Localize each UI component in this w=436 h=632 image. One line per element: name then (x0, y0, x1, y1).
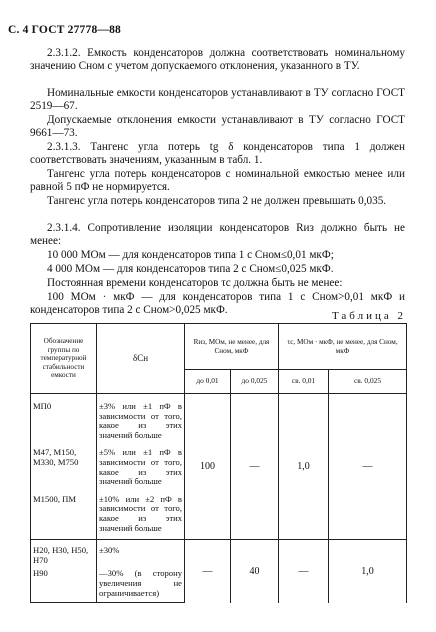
deviation-cell: —30% (в сторону увеличения не ограничивается) (97, 565, 185, 602)
paragraph: Допускаемые отклонения емкости устанавливают в ТУ согласно ГОСТ 9661—73. (30, 114, 405, 140)
paragraph: Тангенс угла потерь конденсаторов с номинальной емкостью менее или равной 5 пФ не нормируется. (30, 168, 405, 194)
subheader: св. 0,01 (279, 370, 329, 394)
subheader: до 0,025 (231, 370, 279, 394)
value-cell: — (329, 394, 407, 540)
deviation-cell: ±10% или ±2 пФ в зависимости от того, какое из этих значений больше (97, 491, 185, 540)
paragraph: 2.3.1.3. Тангенс угла потерь tg δ конденсаторов типа 1 должен соответствовать значениям, указанным в табл. 1. (30, 141, 405, 167)
paragraph: Постоянная времени конденсаторов τс должна быть не менее: (47, 277, 343, 289)
value-cell: 40 (231, 540, 279, 603)
col-header-riz: Rиз, МОм, не менее, для Сном, мкФ (185, 324, 279, 370)
paragraph: 4 000 МОм — для конденсаторов типа 2 с Сном≤0,025 мкФ. (47, 263, 334, 275)
paragraph: 2.3.1.4. Сопротивление изоляции конденсаторов Rиз должно быть не менее: (30, 222, 405, 248)
subheader: св. 0,025 (329, 370, 407, 394)
deviation-cell: ±3% или ±1 пФ в зависимости от того, какое из этих значений больше (97, 394, 185, 445)
paragraph: Номинальные емкости конденсаторов устанавливают в ТУ согласно ГОСТ 2519—67. (30, 87, 405, 113)
group-cell: М1500, ПМ (31, 491, 97, 540)
value-cell: 1,0 (329, 540, 407, 603)
deviation-cell: ±30% (97, 540, 185, 566)
group-cell: Н90 (31, 565, 97, 602)
paragraph: Тангенс угла потерь конденсаторов типа 2 не должен превышать 0,035. (47, 195, 387, 207)
deviation-cell: ±5% или ±1 пФ в зависимости от того, какое из этих значений больше (97, 444, 185, 490)
col-header-tau: τс, МОм · мкФ, не менее, для Сном, мкФ (279, 324, 407, 370)
table-caption: Таблица 2 (331, 310, 406, 322)
data-table (30, 323, 407, 603)
value-cell: — (231, 394, 279, 540)
col-header-deviation: δСн (97, 324, 185, 394)
subheader: до 0,01 (185, 370, 231, 394)
value-cell: — (279, 540, 329, 603)
col-header-group: Обозначение группы по температурной стабильности емкости (31, 324, 97, 394)
paragraph: 100 МОм · мкФ — для конденсаторов типа 1 с Сном>0,01 мкФ и конденсаторов типа 2 с Сном>0,025 мкФ. (30, 291, 405, 317)
paragraph: 2.3.1.2. Емкость конденсаторов должна соответствовать номинальному значению Сном с учетом допускаемого отклонения, указанного в ТУ. (30, 47, 405, 73)
value-cell: 1,0 (279, 394, 329, 540)
group-cell: М47, М150, М330, М750 (31, 444, 97, 490)
value-cell: — (185, 540, 231, 603)
page-header: С. 4 ГОСТ 27778—88 (8, 24, 121, 36)
group-cell: МП0 (31, 394, 97, 445)
value-cell: 100 (185, 394, 231, 540)
group-cell: Н20, Н30, Н50, Н70 (31, 540, 97, 566)
paragraph: 10 000 МОм — для конденсаторов типа 1 с Сном≤0,01 мкФ; (47, 249, 334, 261)
